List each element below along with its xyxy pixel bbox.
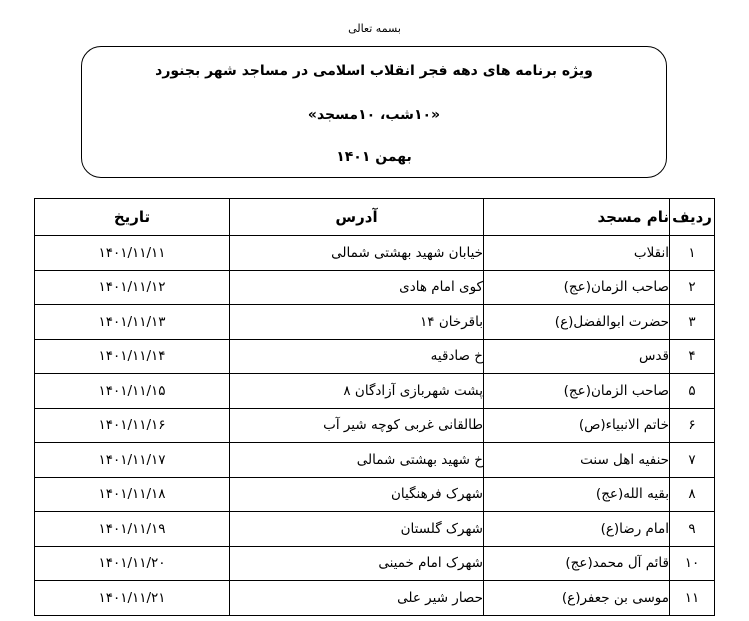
- mosque-name-cell: امام رضا(ع): [484, 512, 670, 547]
- date-cell: ۱۴۰۱/۱۱/۱۵: [35, 374, 230, 409]
- table-body: [35, 236, 715, 616]
- table-header-row: [35, 199, 715, 236]
- mosque-name-cell: حضرت ابوالفضل(ع): [484, 305, 670, 340]
- date-cell: ۱۴۰۱/۱۱/۱۷: [35, 443, 230, 478]
- table-row: [35, 581, 715, 616]
- table-row: [35, 270, 715, 305]
- column-header-date: تاریخ: [35, 199, 230, 236]
- row-number-cell: ۱۰: [670, 546, 715, 581]
- address-cell: شهرک گلستان: [230, 512, 484, 547]
- mosque-name-cell: بقیه الله(عج): [484, 477, 670, 512]
- mosque-name-cell: صاحب الزمان(عج): [484, 270, 670, 305]
- column-header-mosque-name: نام مسجد: [484, 199, 670, 236]
- address-cell: خ شهید بهشتی شمالی: [230, 443, 484, 478]
- address-cell: شهرک امام خمینی: [230, 546, 484, 581]
- address-cell: شهرک فرهنگیان: [230, 477, 484, 512]
- schedule-table: [34, 198, 715, 616]
- date-cell: ۱۴۰۱/۱۱/۱۴: [35, 339, 230, 374]
- table-row: [35, 374, 715, 409]
- date-cell: ۱۴۰۱/۱۱/۱۶: [35, 408, 230, 443]
- document-title: ویژه برنامه های دهه فجر انقلاب اسلامی در مساجد شهر بجنورد: [155, 63, 593, 79]
- date-cell: ۱۴۰۱/۱۱/۱۹: [35, 512, 230, 547]
- mosque-name-cell: خاتم الانبیاء(ص): [484, 408, 670, 443]
- address-cell: خ صادقیه: [230, 339, 484, 374]
- table-row: [35, 512, 715, 547]
- row-number-cell: ۴: [670, 339, 715, 374]
- table-row: [35, 305, 715, 340]
- row-number-cell: ۵: [670, 374, 715, 409]
- row-number-cell: ۱۱: [670, 581, 715, 616]
- mosque-name-cell: قائم آل محمد(عج): [484, 546, 670, 581]
- row-number-cell: ۱: [670, 236, 715, 271]
- document-subtitle: «۱۰شب، ۱۰مسجد»: [307, 107, 441, 123]
- date-cell: ۱۴۰۱/۱۱/۱۱: [35, 236, 230, 271]
- address-cell: کوی امام هادی: [230, 270, 484, 305]
- address-cell: پشت شهربازی آزادگان ۸: [230, 374, 484, 409]
- address-cell: حصار شیر علی: [230, 581, 484, 616]
- column-header-row-number: ردیف: [670, 199, 715, 236]
- address-cell: خیابان شهید بهشتی شمالی: [230, 236, 484, 271]
- table-row: [35, 477, 715, 512]
- date-cell: ۱۴۰۱/۱۱/۱۸: [35, 477, 230, 512]
- row-number-cell: ۲: [670, 270, 715, 305]
- table-row: [35, 546, 715, 581]
- mosque-name-cell: صاحب الزمان(عج): [484, 374, 670, 409]
- row-number-cell: ۸: [670, 477, 715, 512]
- table-row: [35, 339, 715, 374]
- row-number-cell: ۳: [670, 305, 715, 340]
- mosque-name-cell: انقلاب: [484, 236, 670, 271]
- address-cell: طالقانی غربی کوچه شیر آب: [230, 408, 484, 443]
- date-cell: ۱۴۰۱/۱۱/۱۳: [35, 305, 230, 340]
- date-cell: ۱۴۰۱/۱۱/۲۰: [35, 546, 230, 581]
- mosque-name-cell: حنفیه اهل سنت: [484, 443, 670, 478]
- row-number-cell: ۶: [670, 408, 715, 443]
- mosque-name-cell: موسی بن جعفر(ع): [484, 581, 670, 616]
- mosque-name-cell: قدس: [484, 339, 670, 374]
- table-row: [35, 408, 715, 443]
- table-row: [35, 236, 715, 271]
- document-month: بهمن ۱۴۰۱: [336, 149, 412, 165]
- row-number-cell: ۹: [670, 512, 715, 547]
- basmala-heading: بسمه تعالی: [348, 22, 401, 35]
- address-cell: باقرخان ۱۴: [230, 305, 484, 340]
- date-cell: ۱۴۰۱/۱۱/۱۲: [35, 270, 230, 305]
- date-cell: ۱۴۰۱/۱۱/۲۱: [35, 581, 230, 616]
- title-box: [81, 46, 667, 178]
- row-number-cell: ۷: [670, 443, 715, 478]
- column-header-address: آدرس: [230, 199, 484, 236]
- table-row: [35, 443, 715, 478]
